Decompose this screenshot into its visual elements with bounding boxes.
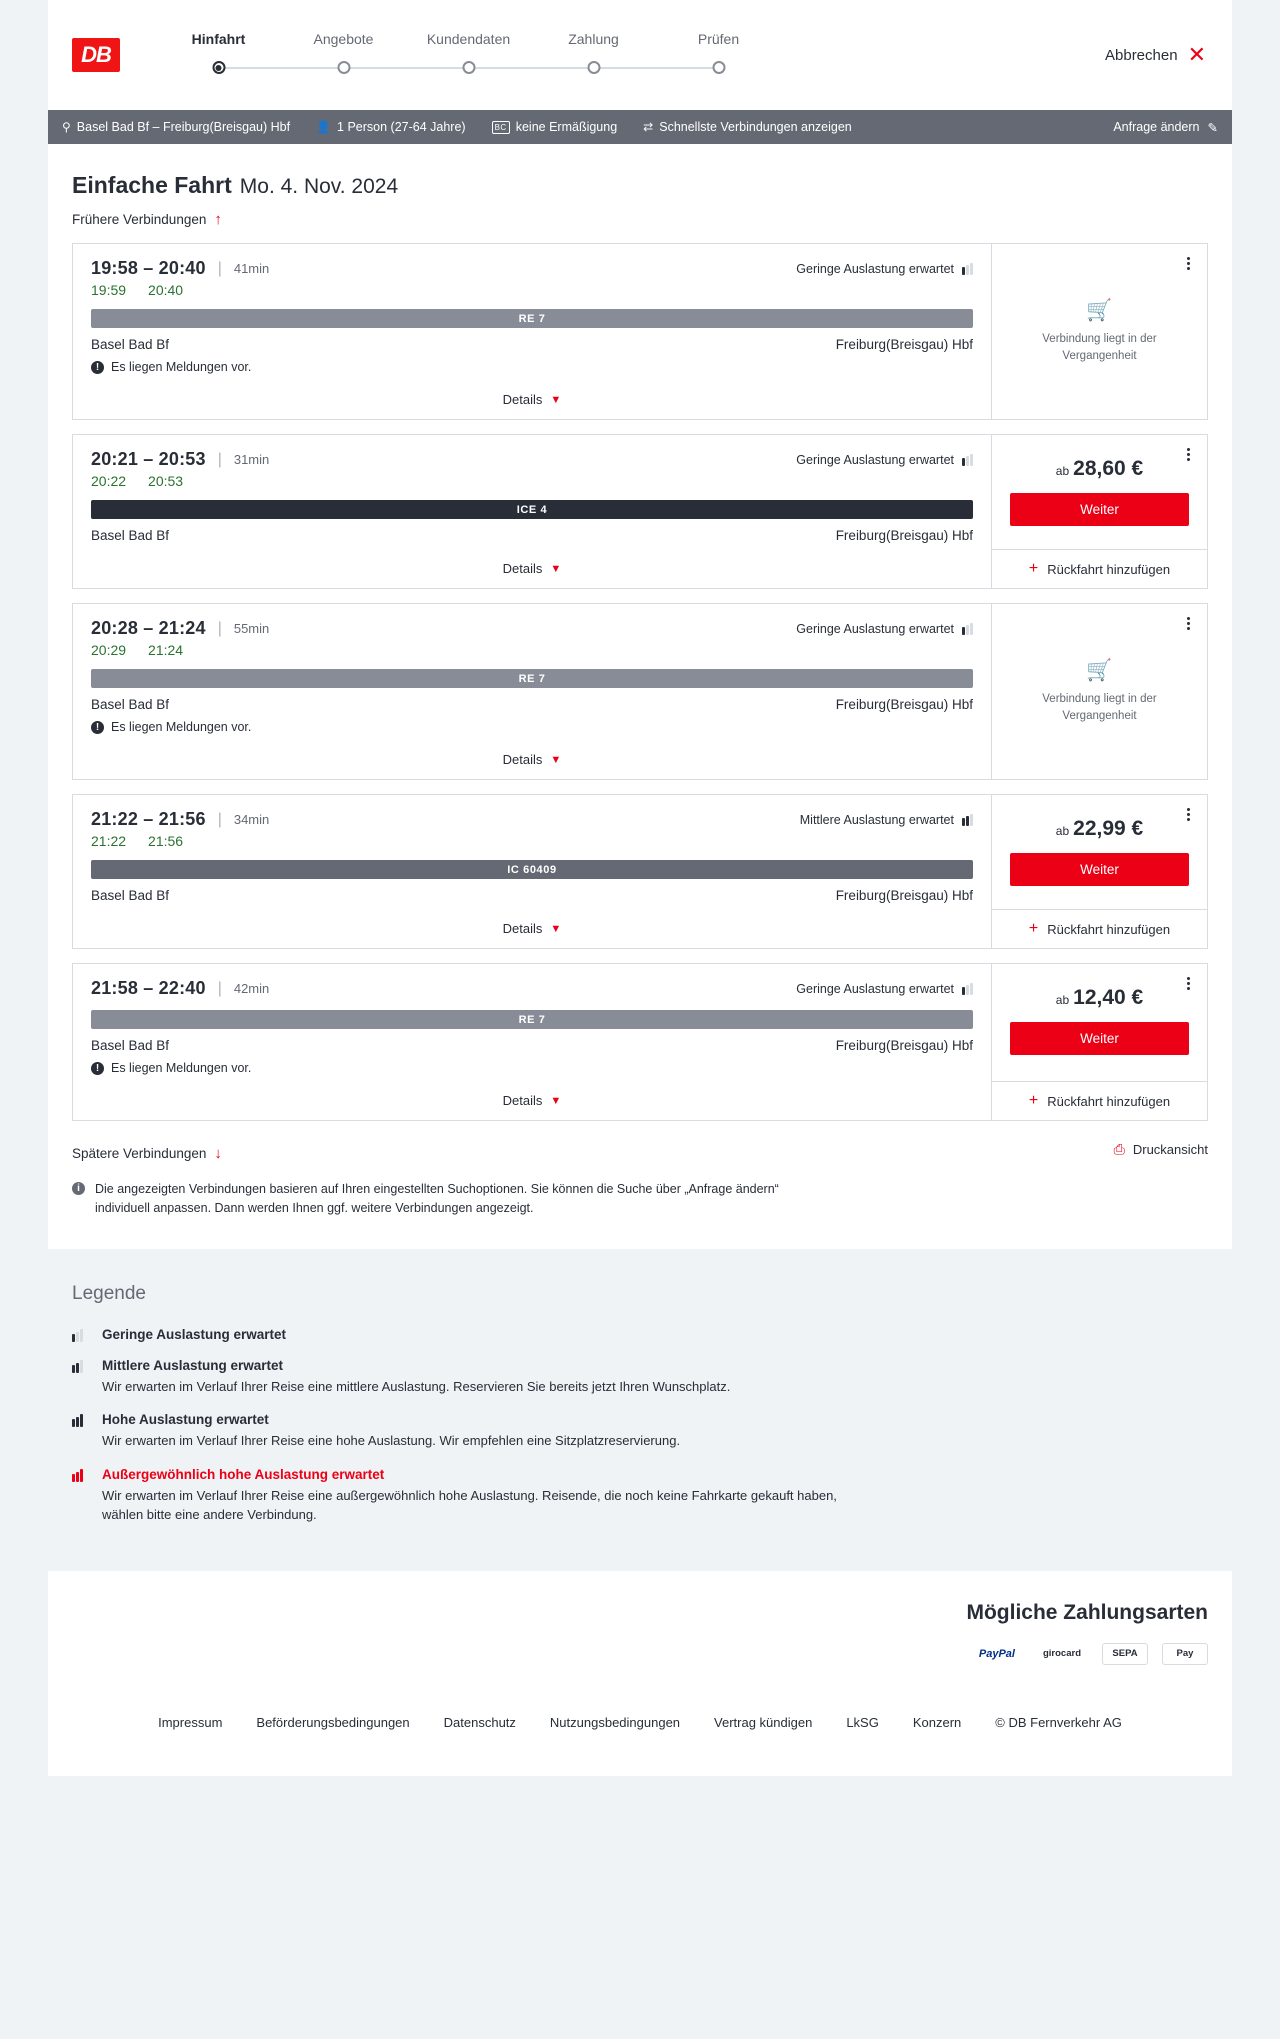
plus-icon: + — [1028, 1092, 1039, 1109]
realtime-departure: 21:22 — [91, 833, 127, 849]
step-label: Zahlung — [568, 31, 619, 47]
arrow-down-icon: ↓ — [214, 1145, 222, 1162]
connection-action-area — [991, 795, 1207, 948]
legend-title: Legende — [72, 1282, 146, 1304]
connection-card[interactable] — [72, 963, 1208, 1121]
origin-station: Basel Bad Bf — [91, 888, 170, 903]
past-connection-info — [992, 244, 1207, 419]
earlier-connections-button[interactable] — [72, 211, 222, 228]
realtime-departure: 20:22 — [91, 473, 127, 489]
footer-link[interactable]: Konzern — [912, 1714, 962, 1730]
realtime-times — [91, 642, 973, 658]
legend-section — [48, 1249, 1232, 1571]
connection-action-area — [991, 604, 1207, 779]
chevron-down-icon: ▼ — [550, 1094, 562, 1107]
footer-link[interactable]: Vertrag kündigen — [714, 1714, 813, 1730]
step-dot-icon — [212, 61, 225, 74]
payment-method-pay-icon: Pay — [1162, 1643, 1208, 1665]
time-separator: | — [217, 979, 222, 997]
more-options-icon[interactable] — [1179, 974, 1197, 992]
summary-route[interactable] — [62, 120, 290, 134]
alert-icon: ! — [91, 361, 104, 374]
change-request-button[interactable] — [1113, 120, 1218, 135]
connection-details-area — [73, 244, 991, 419]
realtime-departure: 19:59 — [91, 282, 127, 298]
connection-stations — [91, 697, 973, 712]
occupancy-icon — [962, 623, 973, 635]
past-connection-info — [992, 604, 1207, 779]
occupancy-icon — [962, 454, 973, 466]
add-return-label: Rückfahrt hinzufügen — [1047, 921, 1171, 937]
price-prefix: ab — [1055, 464, 1070, 478]
summary-passengers-label: 1 Person (27-64 Jahre) — [337, 120, 466, 134]
search-info-text: Die angezeigten Verbindungen basieren auf Ihren eingestellten Suchoptionen. Sie können die Suche über „Anfrage ändern“ individuell anpassen. Dann werden Ihnen ggf. weitere Verbindungen angezeigt. — [95, 1182, 779, 1216]
destination-station: Freiburg(Breisgau) Hbf — [835, 697, 973, 712]
train-line-badge[interactable]: ICE 4 — [91, 500, 973, 519]
connection-notice-text: Es liegen Meldungen vor. — [111, 360, 252, 374]
trip-type-label: Einfache Fahrt — [72, 172, 232, 198]
legend-item-description: Wir erwarten im Verlauf Ihrer Reise eine hohe Auslastung. Wir empfehlen eine Sitzplatzreservierung. — [102, 1433, 681, 1449]
plus-icon: + — [1028, 920, 1039, 937]
step-connector — [594, 67, 719, 69]
summary-discount-label: keine Ermäßigung — [515, 120, 618, 134]
cancel-button[interactable] — [1105, 44, 1206, 66]
location-pin-icon: ⚲ — [62, 120, 71, 134]
payment-method-girocard-icon: girocard — [1036, 1643, 1088, 1665]
footer-copyright: © DB Fernverkehr AG — [995, 1714, 1122, 1730]
alert-icon: ! — [91, 721, 104, 734]
destination-station: Freiburg(Breisgau) Hbf — [835, 1038, 973, 1053]
add-return-label: Rückfahrt hinzufügen — [1047, 1093, 1171, 1109]
origin-station: Basel Bad Bf — [91, 1038, 170, 1053]
realtime-times — [91, 282, 973, 298]
summary-discount[interactable] — [492, 120, 618, 134]
past-connection-text: Verbindung liegt in der Vergangenheit — [1042, 692, 1157, 722]
step-prüfen[interactable] — [656, 31, 781, 79]
summary-fastest[interactable] — [643, 120, 852, 134]
person-icon: 👤 — [316, 120, 332, 134]
later-connections-label: Spätere Verbindungen — [72, 1146, 207, 1161]
realtime-arrival: 21:24 — [148, 642, 184, 658]
occupancy-icon — [962, 983, 973, 995]
summary-route-label: Basel Bad Bf – Freiburg(Breisgau) Hbf — [76, 120, 291, 134]
payment-methods-section — [48, 1571, 1232, 1691]
results-main — [48, 144, 1232, 1249]
legend-item-title: Geringe Auslastung erwartet — [102, 1326, 287, 1342]
origin-station: Basel Bad Bf — [91, 337, 170, 352]
step-kundendaten[interactable] — [406, 31, 531, 79]
print-view-button[interactable] — [1114, 1141, 1208, 1158]
details-label: Details — [502, 921, 543, 936]
price-prefix: ab — [1055, 993, 1070, 1007]
occupancy-icon — [72, 1360, 88, 1373]
connection-details-area — [73, 604, 991, 779]
page-title — [72, 172, 1208, 199]
step-zahlung[interactable] — [531, 31, 656, 79]
step-label: Prüfen — [697, 31, 740, 47]
site-footer — [48, 1691, 1232, 1776]
checkout-stepper — [156, 31, 781, 79]
connection-card[interactable] — [72, 603, 1208, 780]
connection-action-area — [991, 435, 1207, 588]
connection-duration: 41min — [233, 261, 270, 276]
payment-method-paypal-icon: PayPal — [972, 1643, 1022, 1665]
arrow-up-icon: ↑ — [214, 211, 222, 228]
price-value: ab 12,40 € — [1055, 986, 1144, 1009]
step-angebote[interactable] — [281, 31, 406, 79]
occupancy-indicator — [796, 622, 973, 636]
add-return-trip-button[interactable] — [992, 549, 1207, 588]
destination-station: Freiburg(Breisgau) Hbf — [835, 337, 973, 352]
step-dot-icon — [337, 61, 350, 74]
results-footer-row — [72, 1137, 1208, 1162]
connection-time-range: 20:21 – 20:53 — [91, 449, 206, 469]
connection-stations — [91, 337, 973, 352]
connection-time-range: 20:28 – 21:24 — [91, 618, 206, 638]
cancel-label: Abbrechen — [1105, 46, 1178, 64]
price-block — [992, 435, 1207, 533]
legend-item-title: Außergewöhnlich hohe Auslastung erwartet — [102, 1466, 385, 1482]
occupancy-icon — [962, 814, 973, 826]
connection-details-area — [73, 964, 991, 1120]
connection-notice[interactable] — [91, 720, 973, 734]
cart-disabled-icon: 🛒 — [1086, 658, 1113, 682]
connection-notice[interactable] — [91, 360, 973, 374]
footer-link[interactable]: Impressum — [158, 1714, 223, 1730]
time-separator: | — [217, 259, 222, 277]
swap-arrows-icon: ⇄ — [643, 120, 654, 134]
price-value: ab 28,60 € — [1055, 457, 1144, 480]
connection-notice-text: Es liegen Meldungen vor. — [111, 1061, 252, 1075]
connection-stations — [91, 888, 973, 903]
occupancy-label: Geringe Auslastung erwartet — [796, 452, 954, 467]
occupancy-label: Mittlere Auslastung erwartet — [799, 812, 954, 827]
connection-duration: 42min — [233, 981, 270, 996]
step-connector — [219, 67, 344, 69]
occupancy-icon — [72, 1469, 88, 1482]
time-separator: | — [217, 619, 222, 637]
details-label: Details — [502, 392, 543, 407]
more-options-icon[interactable] — [1179, 614, 1197, 632]
info-icon: i — [72, 1182, 85, 1195]
footer-link[interactable]: LkSG — [846, 1714, 879, 1730]
origin-station: Basel Bad Bf — [91, 528, 170, 543]
legend-item — [72, 1327, 1208, 1342]
add-return-trip-button[interactable] — [992, 909, 1207, 948]
connection-action-area — [991, 964, 1207, 1120]
connection-time-range: 21:58 – 22:40 — [91, 978, 206, 998]
change-request-label: Anfrage ändern — [1113, 120, 1200, 134]
occupancy-indicator — [796, 453, 973, 467]
price-block — [992, 795, 1207, 893]
continue-button[interactable]: Weiter — [1010, 853, 1189, 886]
legend-item — [72, 1412, 1208, 1451]
step-label: Hinfahrt — [191, 31, 246, 47]
occupancy-icon — [962, 263, 973, 275]
step-hinfahrt[interactable] — [156, 31, 281, 79]
realtime-times — [91, 833, 973, 849]
connection-notice[interactable] — [91, 1061, 973, 1075]
chevron-down-icon: ▼ — [550, 562, 562, 575]
price-value: ab 22,99 € — [1055, 817, 1144, 840]
step-dot-icon — [462, 61, 475, 74]
footer-links — [48, 1715, 1232, 1730]
add-return-trip-button[interactable] — [992, 1081, 1207, 1120]
legend-item-description: Wir erwarten im Verlauf Ihrer Reise eine außergewöhnlich hohe Auslastung. Reisende, die noch keine Fahrkarte gekauft haben, wählen bitte eine andere Verbindung. — [102, 1487, 837, 1523]
trip-date-label: Mo. 4. Nov. 2024 — [239, 175, 399, 198]
details-label: Details — [502, 752, 543, 767]
train-line-badge[interactable]: RE 7 — [91, 309, 973, 328]
footer-link[interactable]: Beförderungsbedingungen — [256, 1714, 410, 1730]
more-options-icon[interactable] — [1179, 445, 1197, 463]
db-logo[interactable]: DB — [72, 38, 120, 72]
connection-stations — [91, 528, 973, 543]
summary-passengers[interactable] — [316, 120, 466, 134]
connection-action-area — [991, 244, 1207, 419]
later-connections-button[interactable] — [72, 1145, 222, 1162]
details-toggle[interactable] — [91, 1081, 973, 1120]
continue-button[interactable]: Weiter — [1010, 493, 1189, 526]
connections-list — [72, 243, 1208, 1121]
realtime-departure: 20:29 — [91, 642, 127, 658]
bahncard-icon: BC — [492, 121, 510, 134]
connection-card[interactable] — [72, 243, 1208, 420]
realtime-arrival: 21:56 — [148, 833, 184, 849]
details-toggle[interactable] — [91, 380, 973, 419]
plus-icon: + — [1028, 560, 1039, 577]
legend-item-title: Hohe Auslastung erwartet — [102, 1412, 269, 1428]
connection-card[interactable] — [72, 794, 1208, 949]
destination-station: Freiburg(Breisgau) Hbf — [835, 888, 973, 903]
train-line-badge[interactable]: RE 7 — [91, 1010, 973, 1029]
time-separator: | — [217, 450, 222, 468]
legend-items — [72, 1327, 1208, 1525]
details-label: Details — [502, 1093, 543, 1108]
pencil-icon[interactable]: ✎ — [1207, 120, 1218, 135]
details-toggle[interactable] — [91, 740, 973, 779]
details-toggle[interactable] — [91, 549, 973, 588]
step-dot-icon — [587, 61, 600, 74]
train-line-badge[interactable]: RE 7 — [91, 669, 973, 688]
occupancy-label: Geringe Auslastung erwartet — [796, 261, 954, 276]
connection-details-area — [73, 435, 991, 588]
occupancy-label: Geringe Auslastung erwartet — [796, 621, 954, 636]
footer-link[interactable]: Nutzungsbedingungen — [549, 1714, 681, 1730]
payment-methods-title: Mögliche Zahlungsarten — [966, 1600, 1208, 1624]
occupancy-indicator — [800, 813, 973, 827]
price-block — [992, 964, 1207, 1065]
payment-icons — [72, 1643, 1208, 1665]
connection-time-range: 21:22 – 21:56 — [91, 809, 206, 829]
connection-duration: 55min — [233, 621, 270, 636]
details-toggle[interactable] — [91, 909, 973, 948]
cart-disabled-icon: 🛒 — [1086, 298, 1113, 322]
time-separator: | — [217, 810, 222, 828]
add-return-label: Rückfahrt hinzufügen — [1047, 561, 1171, 577]
destination-station: Freiburg(Breisgau) Hbf — [835, 528, 973, 543]
price-prefix: ab — [1055, 824, 1070, 838]
train-line-badge[interactable]: IC 60409 — [91, 860, 973, 879]
close-icon[interactable]: ✕ — [1187, 42, 1206, 67]
continue-button[interactable]: Weiter — [1010, 1022, 1189, 1055]
connection-card[interactable] — [72, 434, 1208, 589]
step-connector — [469, 67, 594, 69]
connection-time-range: 19:58 – 20:40 — [91, 258, 206, 278]
more-options-icon[interactable] — [1179, 805, 1197, 823]
occupancy-indicator — [796, 982, 973, 996]
alert-icon: ! — [91, 1062, 104, 1075]
details-label: Details — [502, 561, 543, 576]
printer-icon: ⎙ — [1113, 1141, 1125, 1157]
earlier-connections-label: Frühere Verbindungen — [72, 212, 207, 227]
step-dot-icon — [712, 61, 725, 74]
legend-item-description: Wir erwarten im Verlauf Ihrer Reise eine mittlere Auslastung. Reservieren Sie bereits jetzt Ihren Wunschplatz. — [102, 1378, 731, 1394]
step-label: Angebote — [313, 31, 374, 47]
origin-station: Basel Bad Bf — [91, 697, 170, 712]
app-header — [48, 0, 1232, 110]
connection-stations — [91, 1038, 973, 1053]
realtime-times — [91, 473, 973, 489]
step-label: Kundendaten — [426, 31, 511, 47]
step-connector — [344, 67, 469, 69]
occupancy-label: Geringe Auslastung erwartet — [796, 981, 954, 996]
search-info-note — [72, 1180, 832, 1219]
more-options-icon[interactable] — [1179, 254, 1197, 272]
legend-item — [72, 1467, 1208, 1525]
connection-duration: 34min — [233, 812, 270, 827]
occupancy-icon — [72, 1329, 88, 1342]
footer-link[interactable]: Datenschutz — [443, 1714, 516, 1730]
realtime-arrival: 20:53 — [148, 473, 184, 489]
connection-duration: 31min — [233, 452, 270, 467]
print-view-label: Druckansicht — [1132, 1142, 1208, 1157]
connection-details-area — [73, 795, 991, 948]
legend-item-title: Mittlere Auslastung erwartet — [102, 1357, 284, 1373]
realtime-arrival: 20:40 — [148, 282, 184, 298]
past-connection-text: Verbindung liegt in der Vergangenheit — [1042, 332, 1157, 362]
summary-fastest-label: Schnellste Verbindungen anzeigen — [659, 120, 852, 134]
payment-method-sepa-icon: SEPA — [1102, 1643, 1148, 1665]
chevron-down-icon: ▼ — [550, 393, 562, 406]
legend-item — [72, 1358, 1208, 1397]
occupancy-icon — [72, 1414, 88, 1427]
chevron-down-icon: ▼ — [550, 922, 562, 935]
chevron-down-icon: ▼ — [550, 753, 562, 766]
search-summary-bar — [48, 110, 1232, 144]
connection-notice-text: Es liegen Meldungen vor. — [111, 720, 252, 734]
occupancy-indicator — [796, 262, 973, 276]
